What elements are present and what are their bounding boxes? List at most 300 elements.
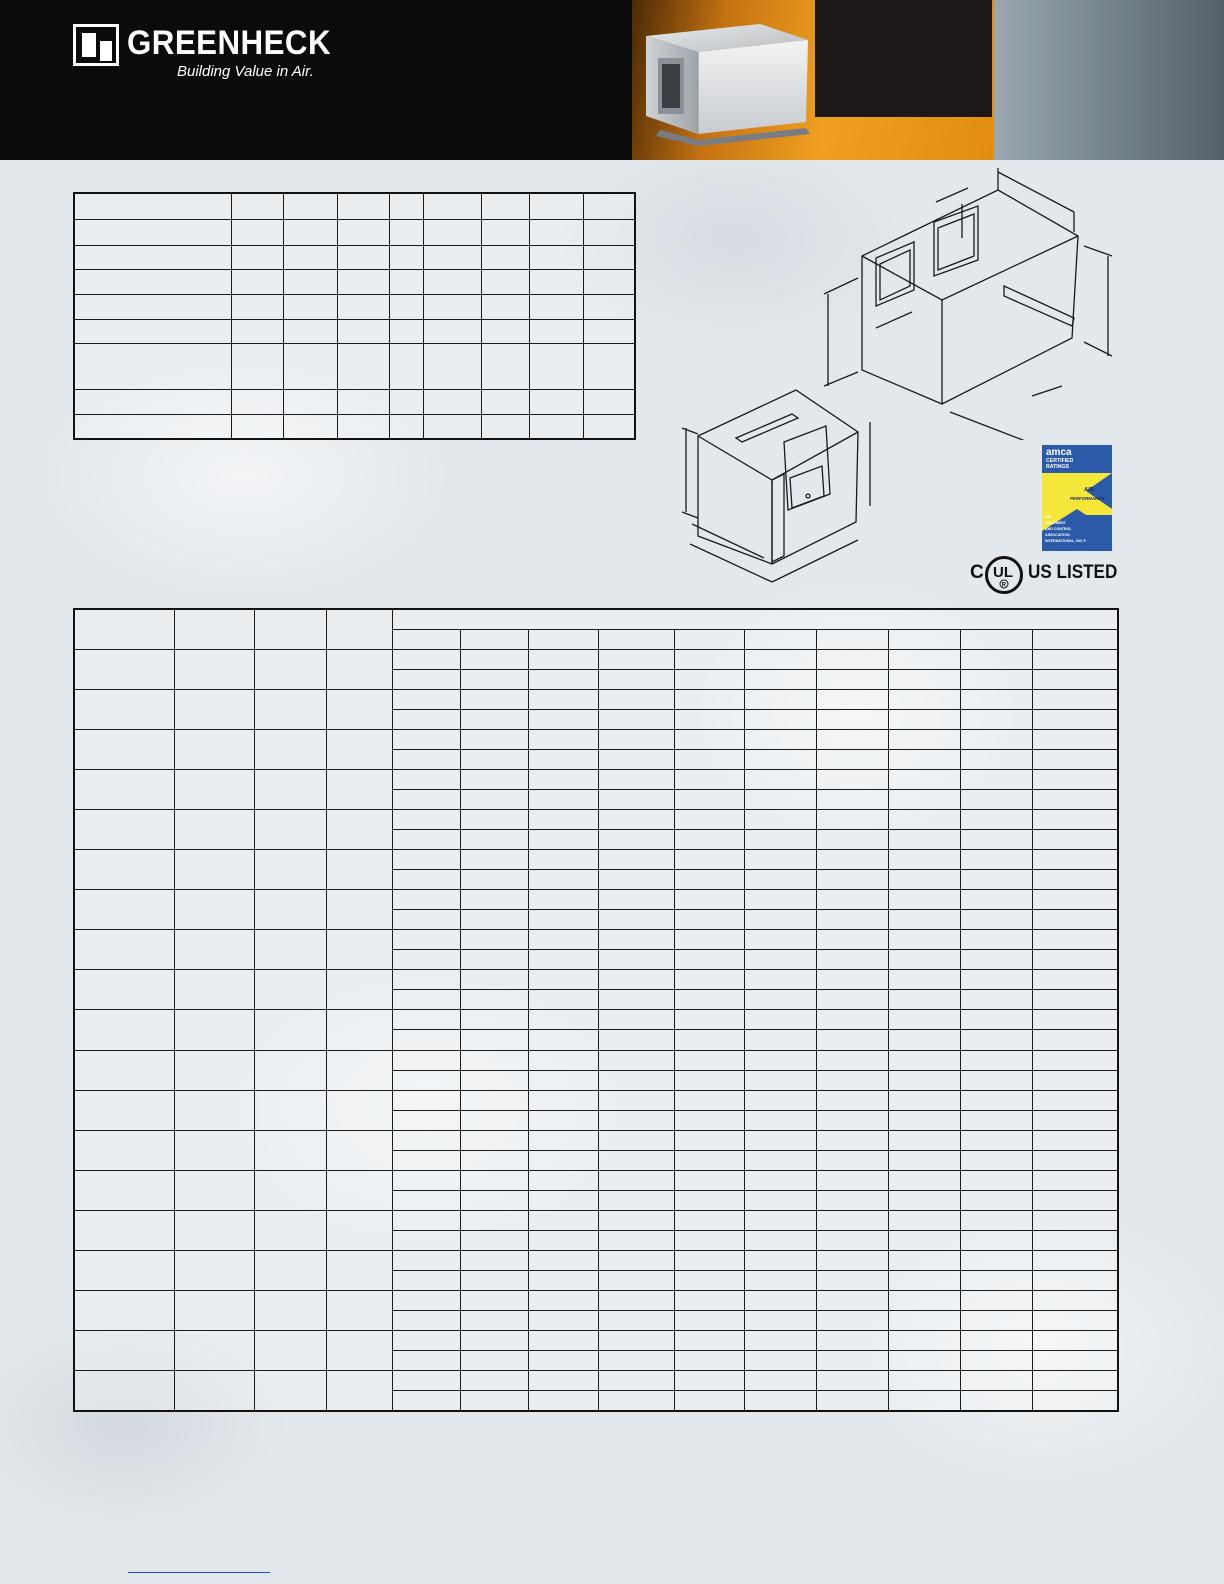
table-cell — [674, 729, 744, 749]
table-cell — [674, 1371, 744, 1391]
table-cell — [598, 1351, 674, 1371]
table-cell — [888, 1210, 960, 1230]
ul-mark-text: UL — [993, 564, 1013, 581]
table-header-cell — [254, 609, 326, 649]
table-cell — [888, 1170, 960, 1190]
table-cell — [744, 1110, 816, 1130]
table-cell — [528, 1251, 598, 1271]
table-cell — [888, 1271, 960, 1291]
table-cell — [1032, 769, 1118, 789]
table-cell — [254, 1130, 326, 1170]
table-cell — [744, 1230, 816, 1250]
table-cell — [392, 1050, 460, 1070]
table-cell — [674, 789, 744, 809]
table-cell — [174, 1291, 254, 1331]
table-cell — [744, 930, 816, 950]
table-cell — [74, 850, 174, 890]
footer-link-underline[interactable] — [128, 1572, 270, 1573]
table-cell — [460, 669, 528, 689]
table-cell — [528, 769, 598, 789]
table-cell — [816, 930, 888, 950]
table-cell — [74, 1291, 174, 1331]
table-cell — [744, 649, 816, 669]
table-cell — [392, 890, 460, 910]
table-cell — [1032, 1230, 1118, 1250]
table-cell — [674, 1391, 744, 1411]
table-cell — [254, 649, 326, 689]
table-cell — [816, 950, 888, 970]
table-cell — [392, 1230, 460, 1250]
table-cell — [528, 749, 598, 769]
amca-org-line-1: MOVEMENT — [1045, 521, 1066, 525]
table-header-cell — [174, 609, 254, 649]
table-cell — [392, 769, 460, 789]
table-cell — [816, 910, 888, 930]
table-cell — [326, 1170, 392, 1210]
table-cell — [744, 789, 816, 809]
table-cell — [816, 1090, 888, 1110]
table-cell — [174, 970, 254, 1010]
table-cell — [174, 1251, 254, 1291]
table-cell — [744, 890, 816, 910]
table-row — [74, 809, 1118, 829]
table-cell — [816, 1311, 888, 1331]
table-cell — [744, 709, 816, 729]
table-cell — [528, 1070, 598, 1090]
table-header-cell — [960, 629, 1032, 649]
table-cell — [460, 1391, 528, 1411]
table-cell — [598, 1110, 674, 1130]
table-cell — [674, 669, 744, 689]
table-cell — [528, 1110, 598, 1130]
table-cell — [74, 1331, 174, 1371]
table-cell — [598, 1070, 674, 1090]
table-cell — [598, 1190, 674, 1210]
table-cell — [816, 1150, 888, 1170]
table-cell — [1032, 669, 1118, 689]
table-cell — [816, 1210, 888, 1230]
table-cell — [460, 990, 528, 1010]
table-cell — [598, 1090, 674, 1110]
table-cell — [174, 1090, 254, 1130]
table-cell — [74, 930, 174, 970]
table-cell — [528, 1230, 598, 1250]
table-cell — [960, 1210, 1032, 1230]
table-cell — [598, 769, 674, 789]
table-cell — [460, 1130, 528, 1150]
table-cell — [744, 910, 816, 930]
table-cell — [598, 1291, 674, 1311]
table-cell — [528, 1090, 598, 1110]
table-cell — [1032, 1210, 1118, 1230]
ul-circle-icon — [985, 556, 1023, 594]
table-cell — [1032, 809, 1118, 829]
table-cell — [744, 1331, 816, 1351]
table-cell — [392, 1090, 460, 1110]
table-cell — [254, 1050, 326, 1090]
table-cell — [960, 950, 1032, 970]
table-row — [74, 930, 1118, 950]
table-cell — [254, 850, 326, 890]
table-header-cell — [460, 629, 528, 649]
table-cell — [888, 1010, 960, 1030]
table-cell — [326, 1130, 392, 1170]
table-cell — [528, 1331, 598, 1351]
table-cell — [392, 1130, 460, 1150]
table-cell — [888, 689, 960, 709]
table-cell — [674, 689, 744, 709]
table-cell — [674, 809, 744, 829]
amca-org-line-3: ASSOCIATION — [1045, 533, 1070, 537]
table-cell — [74, 1251, 174, 1291]
table-cell — [254, 809, 326, 849]
table-cell — [74, 890, 174, 930]
table-cell — [960, 1090, 1032, 1110]
table-cell — [528, 1030, 598, 1050]
table-cell — [528, 789, 598, 809]
table-cell — [174, 689, 254, 729]
table-cell — [326, 890, 392, 930]
table-cell — [392, 1150, 460, 1170]
table-cell — [174, 649, 254, 689]
header-title-box — [815, 0, 992, 117]
table-cell — [528, 830, 598, 850]
table-cell — [960, 749, 1032, 769]
table-cell — [528, 669, 598, 689]
table-cell — [460, 850, 528, 870]
table-cell — [960, 1251, 1032, 1271]
table-cell — [816, 1190, 888, 1210]
table-cell — [744, 1291, 816, 1311]
table-row — [74, 1170, 1118, 1190]
table-row — [74, 1371, 1118, 1391]
table-cell — [960, 1070, 1032, 1090]
table-cell — [816, 809, 888, 829]
table-row — [74, 970, 1118, 990]
table-cell — [1032, 1371, 1118, 1391]
table-cell — [460, 1170, 528, 1190]
table-cell — [528, 990, 598, 1010]
table-row — [74, 649, 1118, 669]
header-grey-panel — [994, 0, 1224, 160]
amca-line2: RATINGS — [1046, 464, 1069, 470]
table-cell — [460, 970, 528, 990]
table-cell — [598, 890, 674, 910]
table-cell — [392, 749, 460, 769]
table-cell — [528, 1170, 598, 1190]
table-cell — [598, 1271, 674, 1291]
table-cell — [888, 910, 960, 930]
table-cell — [460, 1311, 528, 1331]
ul-listed-mark — [970, 556, 1118, 596]
table-cell — [1032, 749, 1118, 769]
table-cell — [392, 689, 460, 709]
ul-listed-text: US LISTED — [1028, 562, 1118, 583]
table-header-cell — [816, 629, 888, 649]
table-cell — [1032, 689, 1118, 709]
table-cell — [888, 1251, 960, 1271]
table-cell — [888, 1130, 960, 1150]
table-cell — [674, 1090, 744, 1110]
table-row — [74, 729, 1118, 749]
amca-org-line-2: AND CONTROL — [1045, 527, 1072, 531]
table-cell — [1032, 649, 1118, 669]
table-cell — [816, 990, 888, 1010]
table-cell — [598, 689, 674, 709]
table-cell — [460, 729, 528, 749]
table-cell — [674, 1251, 744, 1271]
table-cell — [744, 729, 816, 749]
table-cell — [598, 709, 674, 729]
table-cell — [1032, 1030, 1118, 1050]
table-row — [74, 1050, 1118, 1070]
table-row — [74, 769, 1118, 789]
table-cell — [888, 789, 960, 809]
table-cell — [960, 1050, 1032, 1070]
table-cell — [888, 950, 960, 970]
table-cell — [326, 850, 392, 890]
table-cell — [598, 1170, 674, 1190]
table-cell — [960, 789, 1032, 809]
table-cell — [174, 1371, 254, 1411]
table-cell — [598, 1331, 674, 1351]
table-row — [74, 850, 1118, 870]
table-cell — [744, 830, 816, 850]
table-cell — [460, 1050, 528, 1070]
table-cell — [254, 1371, 326, 1411]
greenheck-logo — [73, 22, 333, 82]
table-cell — [816, 1010, 888, 1030]
table-cell — [1032, 1331, 1118, 1351]
table-cell — [744, 1050, 816, 1070]
table-cell — [674, 1130, 744, 1150]
table-cell — [888, 970, 960, 990]
table-row — [74, 1010, 1118, 1030]
greenheck-logo-mark — [73, 24, 119, 66]
table-cell — [528, 870, 598, 890]
table-cell — [460, 709, 528, 729]
table-cell — [888, 1090, 960, 1110]
amca-performance: PERFORMANCE — [1070, 496, 1105, 501]
table-cell — [392, 990, 460, 1010]
table-cell — [460, 689, 528, 709]
table-cell — [674, 1230, 744, 1250]
table-cell — [744, 1271, 816, 1291]
table-cell — [326, 1371, 392, 1411]
table-cell — [74, 1090, 174, 1130]
table-cell — [674, 1110, 744, 1130]
table-cell — [174, 930, 254, 970]
table-cell — [816, 1371, 888, 1391]
table-cell — [960, 1351, 1032, 1371]
table-cell — [960, 1371, 1032, 1391]
table-cell — [744, 1210, 816, 1230]
ul-c-label: C — [970, 562, 984, 583]
table-cell — [744, 990, 816, 1010]
table-cell — [528, 930, 598, 950]
table-header-cell — [326, 609, 392, 649]
table-cell — [1032, 1150, 1118, 1170]
table-cell — [674, 970, 744, 990]
table-cell — [392, 1070, 460, 1090]
table-cell — [392, 1371, 460, 1391]
table-cell — [392, 1030, 460, 1050]
table-cell — [392, 1351, 460, 1371]
performance-table — [73, 608, 1119, 1412]
amca-logo-text: amca — [1046, 447, 1072, 458]
table-cell — [674, 1271, 744, 1291]
table-cell — [674, 830, 744, 850]
table-cell — [960, 1030, 1032, 1050]
table-cell — [960, 890, 1032, 910]
table-row — [74, 1251, 1118, 1271]
table-cell — [816, 789, 888, 809]
table-cell — [598, 830, 674, 850]
table-cell — [74, 769, 174, 809]
table-cell — [744, 870, 816, 890]
table-cell — [1032, 1010, 1118, 1030]
table-cell — [598, 789, 674, 809]
table-cell — [392, 950, 460, 970]
table-cell — [528, 1311, 598, 1331]
table-cell — [960, 1391, 1032, 1411]
table-cell — [460, 1351, 528, 1371]
table-cell — [674, 1291, 744, 1311]
table-cell — [528, 1210, 598, 1230]
table-cell — [174, 1130, 254, 1170]
table-cell — [326, 1050, 392, 1090]
table-cell — [744, 1391, 816, 1411]
table-cell — [598, 930, 674, 950]
table-cell — [960, 1331, 1032, 1351]
table-cell — [254, 689, 326, 729]
table-cell — [528, 1150, 598, 1170]
table-cell — [816, 709, 888, 729]
table-cell — [1032, 890, 1118, 910]
table-cell — [960, 669, 1032, 689]
table-cell — [74, 1050, 174, 1090]
table-cell — [888, 1331, 960, 1351]
table-cell — [816, 729, 888, 749]
table-cell — [74, 809, 174, 849]
table-cell — [816, 749, 888, 769]
table-cell — [598, 910, 674, 930]
table-row — [74, 689, 1118, 709]
table-cell — [460, 1331, 528, 1351]
table-cell — [960, 689, 1032, 709]
table-cell — [744, 1170, 816, 1190]
table-cell — [674, 649, 744, 669]
table-cell — [460, 1251, 528, 1271]
table-cell — [460, 1271, 528, 1291]
table-cell — [528, 1291, 598, 1311]
table-cell — [254, 1291, 326, 1331]
table-cell — [392, 850, 460, 870]
table-cell — [254, 890, 326, 930]
table-cell — [816, 1291, 888, 1311]
table-cell — [1032, 1190, 1118, 1210]
table-cell — [816, 890, 888, 910]
table-cell — [888, 990, 960, 1010]
table-cell — [460, 910, 528, 930]
table-cell — [888, 1371, 960, 1391]
table-cell — [254, 729, 326, 769]
table-cell — [888, 870, 960, 890]
table-cell — [1032, 1311, 1118, 1331]
table-cell — [598, 1311, 674, 1331]
table-cell — [326, 970, 392, 1010]
table-header-cell — [74, 609, 174, 649]
table-cell — [1032, 1050, 1118, 1070]
table-cell — [674, 850, 744, 870]
table-cell — [392, 1291, 460, 1311]
table-cell — [888, 1030, 960, 1050]
table-cell — [674, 709, 744, 729]
product-photo — [640, 18, 820, 150]
table-cell — [460, 950, 528, 970]
table-cell — [460, 1030, 528, 1050]
table-cell — [460, 769, 528, 789]
table-cell — [1032, 1351, 1118, 1371]
table-cell — [392, 1311, 460, 1331]
table-cell — [174, 1331, 254, 1371]
table-row — [74, 1130, 1118, 1150]
table-cell — [744, 749, 816, 769]
table-row — [74, 1210, 1118, 1230]
table-cell — [460, 1190, 528, 1210]
table-cell — [528, 970, 598, 990]
table-cell — [254, 1090, 326, 1130]
table-cell — [392, 809, 460, 829]
table-cell — [960, 1230, 1032, 1250]
table-cell — [174, 809, 254, 849]
table-cell — [598, 1050, 674, 1070]
table-cell — [674, 1351, 744, 1371]
table-cell — [528, 1010, 598, 1030]
table-cell — [74, 970, 174, 1010]
table-cell — [326, 1210, 392, 1250]
table-cell — [674, 1050, 744, 1070]
table-cell — [744, 1251, 816, 1271]
table-cell — [960, 1190, 1032, 1210]
table-cell — [1032, 729, 1118, 749]
table-cell — [528, 809, 598, 829]
table-cell — [1032, 990, 1118, 1010]
table-cell — [392, 930, 460, 950]
table-cell — [598, 1030, 674, 1050]
table-cell — [254, 1251, 326, 1291]
table-cell — [460, 789, 528, 809]
table-cell — [816, 850, 888, 870]
table-cell — [960, 870, 1032, 890]
table-cell — [888, 769, 960, 789]
table-cell — [888, 850, 960, 870]
table-cell — [460, 890, 528, 910]
table-cell — [598, 1391, 674, 1411]
table-cell — [174, 890, 254, 930]
table-cell — [460, 1070, 528, 1090]
table-cell — [528, 910, 598, 930]
table-cell — [744, 1371, 816, 1391]
table-cell — [254, 769, 326, 809]
table-cell — [460, 1010, 528, 1030]
table-cell — [674, 1311, 744, 1331]
table-cell — [816, 669, 888, 689]
table-cell — [326, 1331, 392, 1371]
table-cell — [528, 1130, 598, 1150]
table-cell — [1032, 1251, 1118, 1271]
table-cell — [174, 1210, 254, 1250]
